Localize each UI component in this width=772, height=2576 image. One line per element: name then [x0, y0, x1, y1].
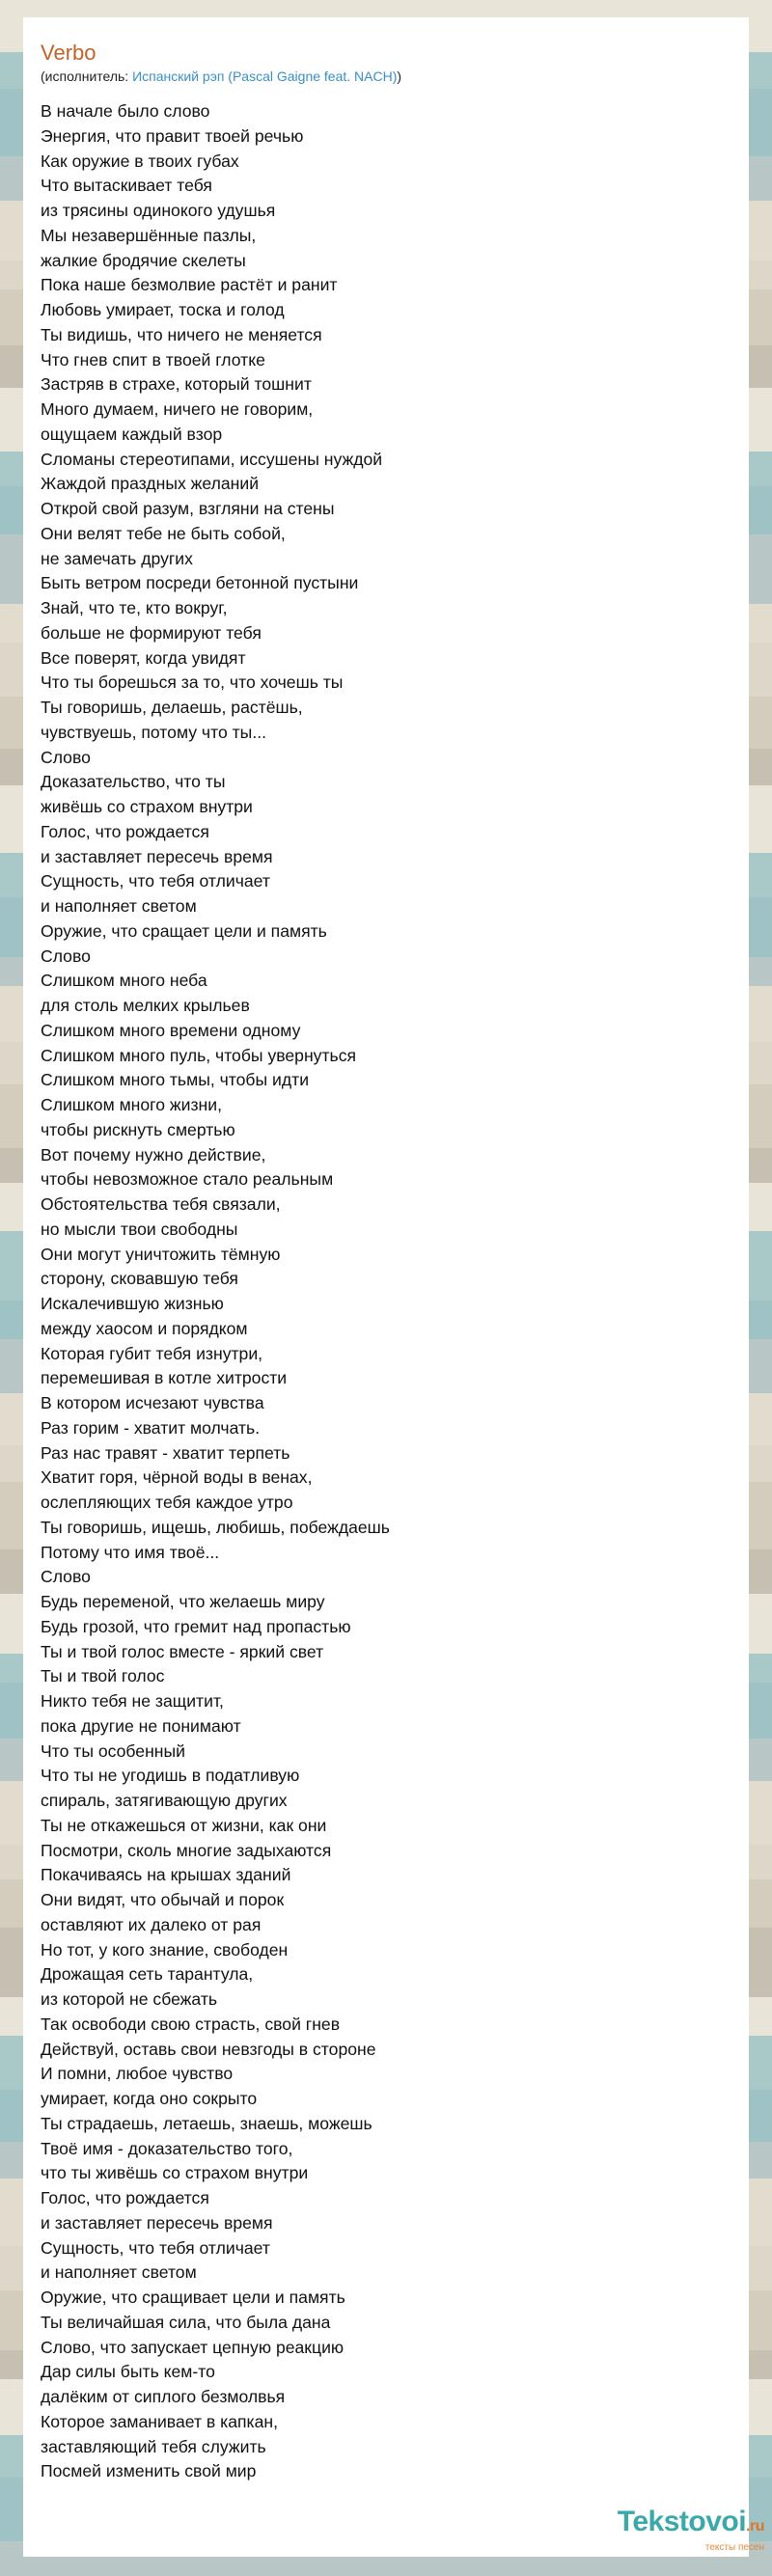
lyric-line: Будь грозой, что гремит над пропастью	[41, 1616, 351, 1636]
lyric-line: В котором исчезают чувства	[41, 1393, 264, 1412]
lyric-line: Искалечившую жизнью	[41, 1294, 224, 1313]
performer-link[interactable]: Испанский рэп (Pascal Gaigne feat. NACH)	[132, 69, 398, 84]
lyric-line: ослепляющих тебя каждое утро	[41, 1493, 293, 1512]
lyric-line: чтобы невозможное стало реальным	[41, 1169, 334, 1190]
lyric-line: Покачиваясь на крышах зданий	[41, 1865, 291, 1885]
lyrics-text	[41, 99, 716, 2484]
lyric-line: Голос, что рождается	[41, 821, 209, 841]
lyric-line: но мысли твои свободны	[41, 1219, 238, 1239]
lyric-line: Слишком много неба	[41, 971, 207, 991]
lyric-line: Слишком много тьмы, чтобы идти	[41, 1070, 310, 1090]
lyric-line: Ты величайшая сила, что была дана	[41, 2312, 331, 2332]
lyric-line: Ты говоришь, ищешь, любишь, побеждаешь	[41, 1517, 390, 1537]
lyric-line: Быть ветром посреди бетонной пустыни	[41, 573, 359, 593]
lyric-line: Которая губит тебя изнутри,	[41, 1343, 263, 1363]
lyric-line: между хаосом и порядком	[41, 1318, 248, 1338]
lyric-line: Слово, что запускает цепную реакцию	[41, 2337, 345, 2357]
lyric-line: Действуй, оставь свои невзгоды в стороне	[41, 2039, 376, 2059]
lyric-line: Хватит горя, чёрной воды в венах,	[41, 1467, 313, 1488]
lyric-line: Оружие, что сращивает цели и память	[41, 2288, 345, 2307]
lyric-line: и наполняет светом	[41, 896, 197, 916]
lyric-line: Слишком много времени одному	[41, 1020, 301, 1040]
lyric-line: Оружие, что сращает цели и память	[41, 920, 327, 941]
lyric-line: Сущность, что тебя отличает	[41, 871, 270, 891]
lyric-line: Посмей изменить свой мир	[41, 2461, 257, 2481]
lyric-line: Жаждой праздных желаний	[41, 474, 260, 494]
logo-name: Tekstovoi	[617, 2506, 747, 2537]
performer-prefix: (исполнитель:	[41, 69, 133, 84]
lyric-line: Пока наше безмолвие растёт и ранит	[41, 275, 338, 295]
lyric-line: Ты видишь, что ничего не меняется	[41, 324, 322, 344]
lyric-line: оставляют их далеко от рая	[41, 1914, 262, 1934]
lyric-line: и заставляет пересечь время	[41, 846, 273, 866]
lyric-line: чувствуешь, потому что ты...	[41, 722, 266, 742]
lyric-line: Застряв в страхе, который тошнит	[41, 374, 312, 395]
lyric-line: далёким от сиплого безмолвья	[41, 2387, 286, 2406]
lyric-line: Слово	[41, 747, 91, 767]
lyric-line: Ты не откажешься от жизни, как они	[41, 1815, 327, 1835]
lyric-line: Будь переменой, что желаешь миру	[41, 1592, 325, 1611]
lyric-line: умирает, когда оно сокрыто	[41, 2089, 258, 2108]
logo-tagline: тексты песен	[704, 2542, 764, 2553]
lyric-line: Голос, что рождается	[41, 2188, 209, 2207]
performer-line	[41, 68, 401, 85]
lyric-line: Ты и твой голос	[41, 1666, 165, 1686]
lyric-line: и наполняет светом	[41, 2262, 197, 2283]
lyric-line: Как оружие в твоих губах	[41, 151, 239, 171]
lyric-line: перемешивая в котле хитрости	[41, 1368, 288, 1388]
lyric-line: Слово	[41, 945, 91, 966]
lyric-line: Вот почему нужно действие,	[41, 1144, 266, 1165]
lyric-line: И помни, любое чувство	[41, 2064, 234, 2084]
lyric-line: Твоё имя - доказательство того,	[41, 2138, 293, 2158]
lyric-line: Что ты не угодишь в податливую	[41, 1766, 300, 1786]
lyric-line: Ты страдаешь, летаешь, знаешь, можешь	[41, 2113, 372, 2133]
lyric-line: Что ты особенный	[41, 1740, 185, 1761]
lyric-line: Раз нас травят - хватит терпеть	[41, 1442, 290, 1463]
song-title: Verbo	[41, 41, 96, 65]
site-logo[interactable]	[618, 2507, 764, 2553]
lyric-line: Мы незавершённые пазлы,	[41, 225, 257, 245]
lyric-line: Много думаем, ничего не говорим,	[41, 399, 314, 419]
lyric-line: Дар силы быть кем-то	[41, 2362, 215, 2382]
lyric-line: В начале было слово	[41, 101, 210, 121]
lyric-line: Но тот, у кого знание, свободен	[41, 1939, 289, 1959]
lyric-line: Слишком много пуль, чтобы увернуться	[41, 1045, 357, 1065]
lyric-line: из трясины одинокого удушья	[41, 201, 276, 220]
lyric-line: живёшь со страхом внутри	[41, 797, 253, 816]
lyric-line: Дрожащая сеть тарантула,	[41, 1964, 254, 1985]
lyric-line: Что гнев спит в твоей глотке	[41, 349, 265, 370]
lyric-line: Раз горим - хватит молчать.	[41, 1417, 261, 1438]
lyric-line: что ты живёшь со страхом внутри	[41, 2163, 309, 2183]
lyric-line: пока другие не понимают	[41, 1715, 241, 1736]
lyric-line: Так освободи свою страсть, свой гнев	[41, 2014, 341, 2034]
lyric-line: Никто тебя не защитит,	[41, 1691, 224, 1711]
lyric-line: ощущаем каждый взор	[41, 424, 223, 444]
lyric-line: Все поверят, когда увидят	[41, 647, 246, 668]
logo-tld: .ru	[746, 2518, 764, 2535]
lyric-line: чтобы рискнуть смертью	[41, 1119, 235, 1139]
lyric-line: из которой не сбежать	[41, 1989, 218, 2009]
lyric-line: заставляющий тебя служить	[41, 2436, 266, 2456]
lyrics-card	[23, 17, 749, 2557]
lyric-line: сторону, сковавшую тебя	[41, 1269, 238, 1289]
lyric-line: Доказательство, что ты	[41, 772, 226, 792]
lyric-line: Сломаны стереотипами, иссушены нуждой	[41, 449, 383, 469]
lyric-line: Они могут уничтожить тёмную	[41, 1244, 281, 1264]
lyric-line: Любовь умирает, тоска и голод	[41, 300, 285, 319]
logo-wordmark	[618, 2507, 764, 2541]
lyric-line: Они велят тебе не быть собой,	[41, 523, 286, 543]
lyric-line: Обстоятельства тебя связали,	[41, 1194, 281, 1214]
lyric-line: спираль, затягивающую других	[41, 1791, 288, 1810]
lyric-line: Энергия, что правит твоей речью	[41, 125, 304, 146]
lyric-line: Открой свой разум, взгляни на стены	[41, 499, 335, 518]
lyric-line: Слишком много жизни,	[41, 1095, 222, 1114]
lyric-line: Что вытаскивает тебя	[41, 176, 212, 196]
lyric-line: Ты говоришь, делаешь, растёшь,	[41, 698, 303, 717]
lyric-line: Знай, что те, кто вокруг,	[41, 598, 228, 617]
performer-suffix: )	[397, 69, 402, 84]
lyric-line: жалкие бродячие скелеты	[41, 250, 246, 270]
lyric-line: для столь мелких крыльев	[41, 996, 250, 1015]
lyric-line: Ты и твой голос вместе - яркий свет	[41, 1641, 324, 1661]
lyric-line: и заставляет пересечь время	[41, 2212, 273, 2233]
lyric-line: Сущность, что тебя отличает	[41, 2237, 270, 2258]
lyric-line: Слово	[41, 1567, 91, 1587]
lyric-line: Потому что имя твоё...	[41, 1542, 220, 1562]
lyric-line: Они видят, что обычай и порок	[41, 1890, 285, 1909]
lyric-line: больше не формируют тебя	[41, 622, 262, 643]
lyric-line: Которое заманивает в капкан,	[41, 2411, 278, 2431]
lyric-line: Что ты борешься за то, что хочешь ты	[41, 672, 344, 693]
lyric-line: Посмотри, сколь многие задыхаются	[41, 1840, 332, 1860]
lyric-line: не замечать других	[41, 548, 193, 568]
